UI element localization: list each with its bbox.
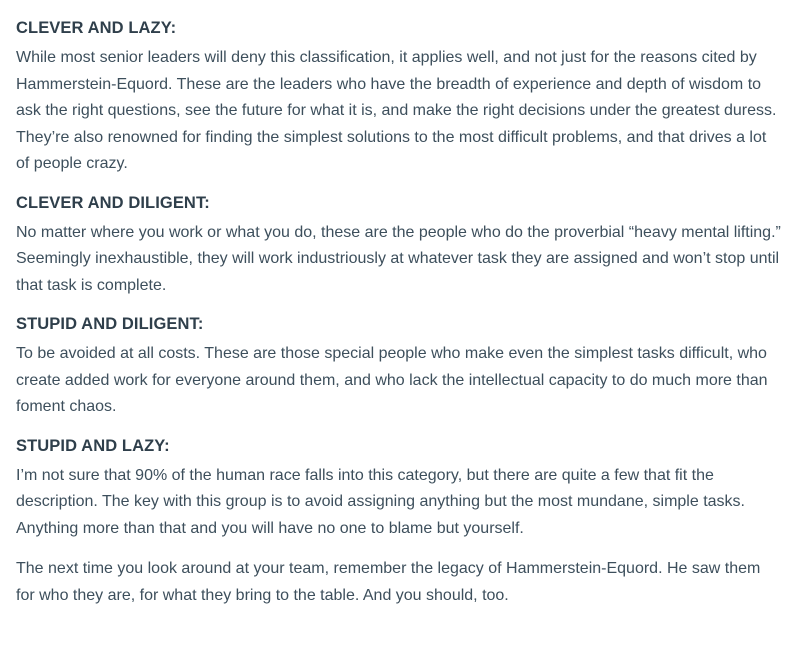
section-heading-clever-diligent: CLEVER AND DILIGENT: (16, 193, 210, 212)
section-paragraph-clever-diligent: No matter where you work or what you do, these are the people who do the proverbial “heavy mental lifting.” Seemingly inexhaustible, they will work industriously at whatever task they are assigned and won’t stop until that task is complete. (16, 223, 781, 294)
section-heading-stupid-lazy: STUPID AND LAZY: (16, 436, 170, 455)
section-paragraph-clever-lazy: While most senior leaders will deny this classification, it applies well, and not just for the reasons cited by Hammerstein-Equord. These are the leaders who have the breadth of experience and depth of wisdom to ask the right questions, see the future for what it is, and make the right decisions under the greatest duress. They’re also renowned for finding the simplest solutions to the most difficult problems, and that drives a lot of people crazy. (16, 49, 777, 172)
section-heading-clever-lazy: CLEVER AND LAZY: (16, 19, 177, 37)
section-heading-stupid-diligent: STUPID AND DILIGENT: (16, 315, 204, 333)
section-paragraph-stupid-lazy: I’m not sure that 90% of the human race falls into this category, but there are quite a few that fit the description. The key with this group is to avoid assigning anything but the most mundane, simple tasks. Anything more than that and you will have no one to blame but yourself. (16, 466, 745, 537)
closing-paragraph: The next time you look around at your team, remember the legacy of Hammerstein-Equord. He saw them for who they are, for what they bring to the table. And you should, too. (16, 560, 761, 604)
article-body (16, 15, 781, 609)
section-paragraph-stupid-diligent: To be avoided at all costs. These are those special people who make even the simplest tasks difficult, who create added work for everyone around them, and who lack the intellectual capacity to do much more than foment chaos. (16, 345, 768, 415)
